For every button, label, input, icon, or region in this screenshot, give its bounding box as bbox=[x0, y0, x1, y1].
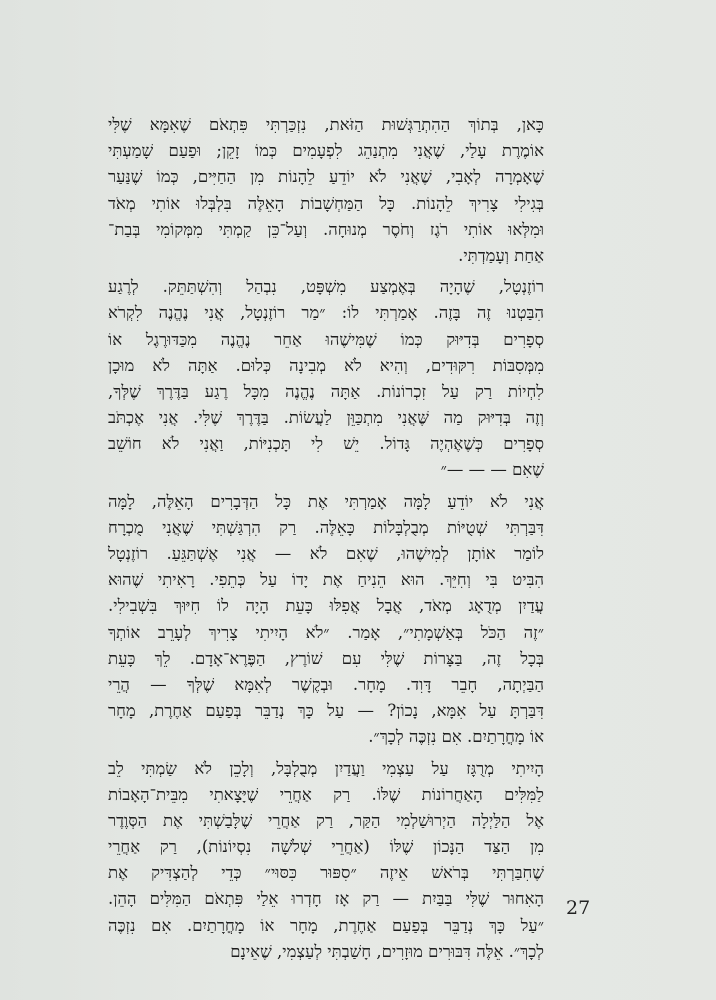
text-line: אַחַת וְעָמַדְתִּי. bbox=[458, 245, 544, 265]
text-line: שֶׁאָמְרָה לְאָבִי, שֶׁאֲנִי לֹא יוֹדֵעַ לֵהָנוֹת מִן הַחַיִּים, כְּמוֹ שֶׁנַּעַר bbox=[108, 167, 544, 187]
text-line: דִּבַּרְתָּ עַל אִמָּא, נָכוֹן? — עַל כָּךְ נְדַבֵּר בְּפַעַם אַחֶרֶת, מָחָר bbox=[108, 701, 544, 721]
text-line: ״זֶה הַכֹּל בְּאַשְׁמָתִי״, אָמַר. ״לֹא הָיִיתִי צָרִיךְ לְעָרֵב אוֹתְךָ bbox=[108, 622, 544, 642]
page-number: 27 bbox=[566, 897, 591, 919]
text-line: לְכָךְ״. אֵלֶּה דִּבּוּרִים מוּזָרִים, חָשַׁבְתִּי לְעַצְמִי, שֶׁאֵינָם bbox=[230, 941, 544, 961]
text-line: שֶׁאִם — — —״ bbox=[440, 460, 544, 480]
text-line: לַמִּלִּים הָאַחֲרוֹנוֹת שֶׁלּוֹ. רַק אַחֲרֵי שֶׁיָּצָאתִי מִבֵּית־הָאָבוֹת bbox=[108, 784, 544, 804]
text-line: אֲנִי לֹא יוֹדֵעַ לָמָּה אָמַרְתִּי אֶת כָּל הַדְּבָרִים הָאֵלֶּה, לָמָּה bbox=[108, 491, 544, 511]
text-line: אוֹ מָחֳרָתַיִם. אִם נִזְכֶּה לְכָךְ״. bbox=[368, 727, 544, 747]
text-line: מִמְּסִבּוֹת רִקּוּדִים, וְהִיא לֹא מְבִינָה כְּלוּם. אַתָּה לֹא מוּכָן bbox=[108, 355, 544, 375]
paragraph bbox=[108, 756, 544, 966]
text-line: דִּבַּרְתִּי שְׁטֻיּוֹת מְבֻלְבָּלוֹת כָּאֵלֶּה. רַק הִרְגַּשְׁתִּי שֶׁאֲנִי מֻכְרָח bbox=[108, 517, 544, 537]
text-line: ״עַל כָּךְ נְדַבֵּר בְּפַעַם אַחֶרֶת, מָחָר אוֹ מָחֳרָתַיִם. אִם נִזְכֶּה bbox=[108, 915, 544, 935]
text-line: רוֹזֶנְטָל, שֶׁהָיָה בְּאֶמְצַע מִשְׁפָּט, נִבְהַל וְהִשְׁתַּתֵּק. לְרֶגַע bbox=[108, 277, 544, 297]
text-line: בְּגִילִי צָרִיךְ לֵהָנוֹת. כָּל הַמַּחְשָׁבוֹת הָאֵלֶּה בִּלְבְּלוּ אוֹתִי מְאֹד bbox=[108, 193, 544, 213]
text-line: הִבִּיט בִּי וְחִיֵּךְ. הוּא הֵנִיחַ אֶת יָדוֹ עַל כְּתֵפִי. רָאִיתִי שֶׁהוּא bbox=[108, 570, 544, 590]
text-line: אוֹמֶרֶת עָלַי, שֶׁאֲנִי מִתְנַהֵג לִפְעָמִים כְּמוֹ זָקֵן; וּפַעַם שָׁמַעְתִּי bbox=[108, 141, 544, 161]
text-line: לִחְיוֹת רַק עַל זִכְרוֹנוֹת. אַתָּה נֶהֱנֶה מִכָּל רֶגַע בַּדֶּרֶךְ שֶׁלְּךָ, bbox=[108, 381, 544, 401]
text-line: הָיִיתִי מְרֻגָּז עַל עַצְמִי וַעֲדַיִן מְבֻלְבָּל, וְלָכֵן לֹא שַׂמְתִּי לֵב bbox=[108, 758, 544, 778]
text-line: הָאִחוּר שֶׁלִּי בַּבַּיִת — רַק אָז חָדְרוּ אֵלַי פִּתְאֹם הַמִּלִּים הָהֵן. bbox=[108, 889, 544, 909]
text-line: וְזֶה בְּדִיּוּק מַה שֶּׁאֲנִי מִתְכַּוֵּן לַעֲשׂוֹת. בַּדֶּרֶךְ שֶׁלִּי. אֲנִי אֶכְתֹּב bbox=[108, 408, 544, 428]
text-line: הִבַּטְנוּ זֶה בָּזֶה. אָמַרְתִּי לוֹ: ״מַר רוֹזֶנְטָל, אֲנִי נֶהֱנֶה לִקְרֹא bbox=[108, 303, 544, 323]
paragraph bbox=[108, 489, 544, 751]
text-line: שֶׁחִבַּרְתִּי בְּרֹאשׁ אֵיזֶה ״סִפּוּר כִּסּוּי״ כְּדֵי לְהַצְדִּיק אֶת bbox=[108, 863, 544, 883]
text-line: אֶל הַלַּיְלָה הַיְרוּשַׁלְמִי הַקַּר, רַק אַחֲרֵי שֶׁלָּבַשְׁתִּי אֶת הַסְּוֶדֶר bbox=[108, 810, 544, 830]
text-line: סְפָרִים כְּשֶׁאֶהְיֶה גָּדוֹל. יֵשׁ לִי תָּכְנִיּוֹת, וַאֲנִי לֹא חוֹשֵׁב bbox=[108, 434, 544, 454]
text-line: עֲדַיִן מְדֻאָג מְאֹד, אֲבָל אֲפִלּוּ כָּעֵת הָיָה לוֹ חִיּוּךְ בִּשְׁבִילִי. bbox=[108, 596, 544, 616]
text-line: כָּאן, בְּתוֹךְ הַהִתְרַגְּשׁוּת הַזֹּאת, נִזְכַּרְתִּי פִּתְאֹם שֶׁאִמָּא שֶׁלִּי bbox=[108, 115, 544, 134]
text-line: סְפָרִים בְּדִיּוּק כְּמוֹ שֶׁמִּישֶׁהוּ אַחֵר נֶהֱנֶה מִכַּדּוּרֶגֶל אוֹ bbox=[108, 329, 544, 349]
text-line: בְּכָל זֶה, בַּצָּרוֹת שֶׁלִּי עִם שׁוֹרֶץ, הַפֶּרֶא־אָדָם. לֵךְ כָּעֵת bbox=[108, 648, 544, 668]
text-line: הַבַּיְתָה, חָבֵר דָּוִד. מָחָר. וּבְקֶשֶׁר לְאִמָּא שֶׁלְּךָ — הֲרֵי bbox=[108, 674, 544, 694]
text-line: וּמִלְּאוּ אוֹתִי רֹגֶז וְחֹסֶר מְנוּחָה. וְעַל־כֵּן קַמְתִּי מִמְּקוֹמִי בְּבַת־ bbox=[108, 219, 544, 239]
paragraph bbox=[108, 112, 544, 269]
body-text bbox=[108, 112, 544, 965]
paragraph bbox=[108, 274, 544, 484]
text-line: לוֹמַר אוֹתָן לְמִישֶׁהוּ, שֶׁאִם לֹא — אֲנִי אֶשְׁתַּגֵּעַ. רוֹזֶנְטָל bbox=[108, 544, 544, 563]
text-line: מִן הַצַּד הַנָּכוֹן שֶׁלּוֹ (אַחֲרֵי שְׁלֹשָׁה נִסְיוֹנוֹת), רַק אַחֲרֵי bbox=[108, 837, 544, 857]
